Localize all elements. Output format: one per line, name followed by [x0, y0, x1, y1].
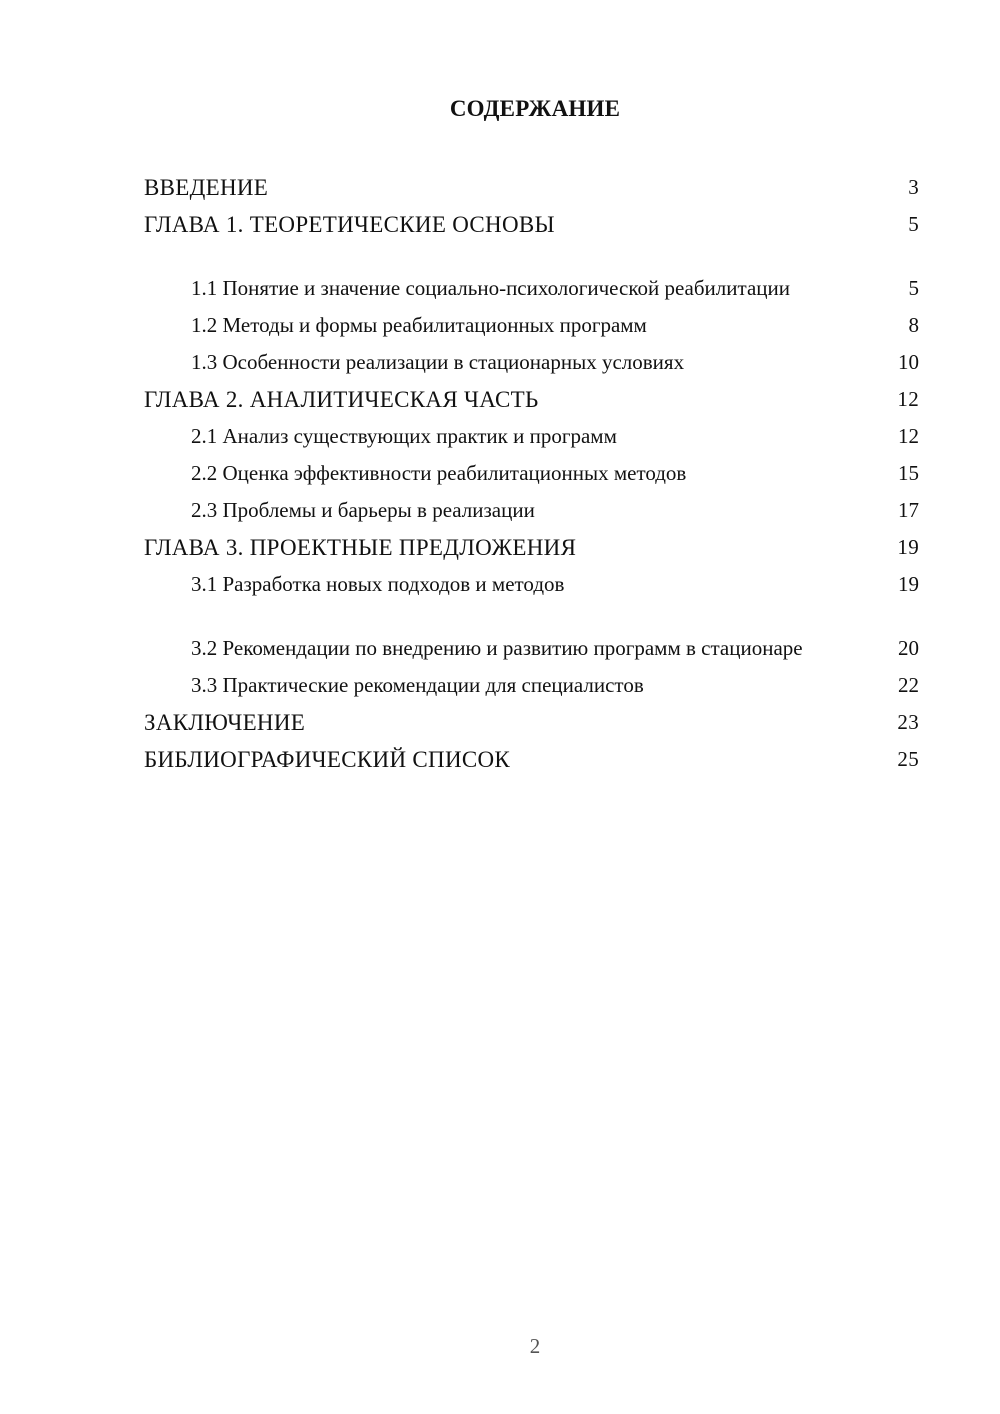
page-number: 2 — [529, 1334, 541, 1358]
toc-entry-page: 8 — [908, 313, 919, 337]
toc-entry-page: 22 — [898, 673, 919, 697]
toc-entry-page: 23 — [897, 710, 919, 734]
toc-title: СОДЕРЖАНИЕ — [449, 96, 621, 121]
toc-entry-page: 19 — [898, 572, 919, 596]
toc-entry-label: ВВЕДЕНИЕ — [144, 175, 269, 200]
toc-entry-page: 3 — [908, 175, 919, 199]
toc-entry-section-1-2[interactable] — [144, 306, 919, 343]
toc-entry-page: 15 — [898, 461, 919, 485]
toc-entry-chapter-3[interactable] — [144, 528, 919, 565]
toc-entry-label: 3.3 Практические рекомендации для специалистов — [191, 673, 644, 697]
toc-entry-page: 17 — [898, 498, 919, 522]
toc-entry-label: БИБЛИОГРАФИЧЕСКИЙ СПИСОК — [144, 747, 511, 772]
toc-entry-section-3-3[interactable] — [144, 666, 919, 703]
toc-entry-label: ГЛАВА 3. ПРОЕКТНЫЕ ПРЕДЛОЖЕНИЯ — [144, 535, 577, 560]
toc-entry-section-3-2[interactable] — [144, 602, 919, 666]
toc-entry-page: 5 — [908, 212, 919, 236]
toc-entry-label: ГЛАВА 2. АНАЛИТИЧЕСКАЯ ЧАСТЬ — [144, 387, 539, 412]
toc-entry-label: ЗАКЛЮЧЕНИЕ — [144, 710, 306, 735]
toc-entry-section-1-3[interactable] — [144, 343, 919, 380]
toc-entry-label: 1.1 Понятие и значение социально-психологической реабилитации — [191, 276, 790, 300]
toc-entry-section-1-1[interactable] — [144, 242, 919, 306]
toc-entry-page: 25 — [897, 747, 919, 771]
toc-entry-introduction[interactable] — [144, 168, 919, 205]
toc-entry-section-2-1[interactable] — [144, 417, 919, 454]
toc-entry-label: 3.1 Разработка новых подходов и методов — [191, 572, 565, 596]
toc-entry-chapter-1[interactable] — [144, 205, 919, 242]
toc-entry-page: 12 — [898, 424, 919, 448]
toc-entry-label: 1.3 Особенности реализации в стационарных условиях — [191, 350, 685, 374]
toc-entry-chapter-2[interactable] — [144, 380, 919, 417]
toc-entry-page: 10 — [898, 350, 919, 374]
toc-entry-page: 12 — [897, 387, 919, 411]
toc-entry-label: 2.1 Анализ существующих практик и программ — [191, 424, 617, 448]
toc-entry-label: 2.2 Оценка эффективности реабилитационных методов — [191, 461, 687, 485]
toc-entry-page: 19 — [897, 535, 919, 559]
toc-entry-section-2-3[interactable] — [144, 491, 919, 528]
toc-entry-label: ГЛАВА 1. ТЕОРЕТИЧЕСКИЕ ОСНОВЫ — [144, 212, 555, 237]
toc-entry-section-2-2[interactable] — [144, 454, 919, 491]
toc-entry-page: 20 — [898, 636, 919, 660]
toc-entry-label: 1.2 Методы и формы реабилитационных программ — [191, 313, 647, 337]
toc-entry-conclusion[interactable] — [144, 703, 919, 740]
table-of-contents — [144, 168, 919, 777]
toc-entry-label: 2.3 Проблемы и барьеры в реализации — [191, 498, 535, 522]
toc-entry-page: 5 — [908, 276, 919, 300]
toc-entry-bibliography[interactable] — [144, 740, 919, 777]
toc-entry-section-3-1[interactable] — [144, 565, 919, 602]
toc-entry-label: 3.2 Рекомендации по внедрению и развитию программ в стационаре — [191, 636, 803, 660]
